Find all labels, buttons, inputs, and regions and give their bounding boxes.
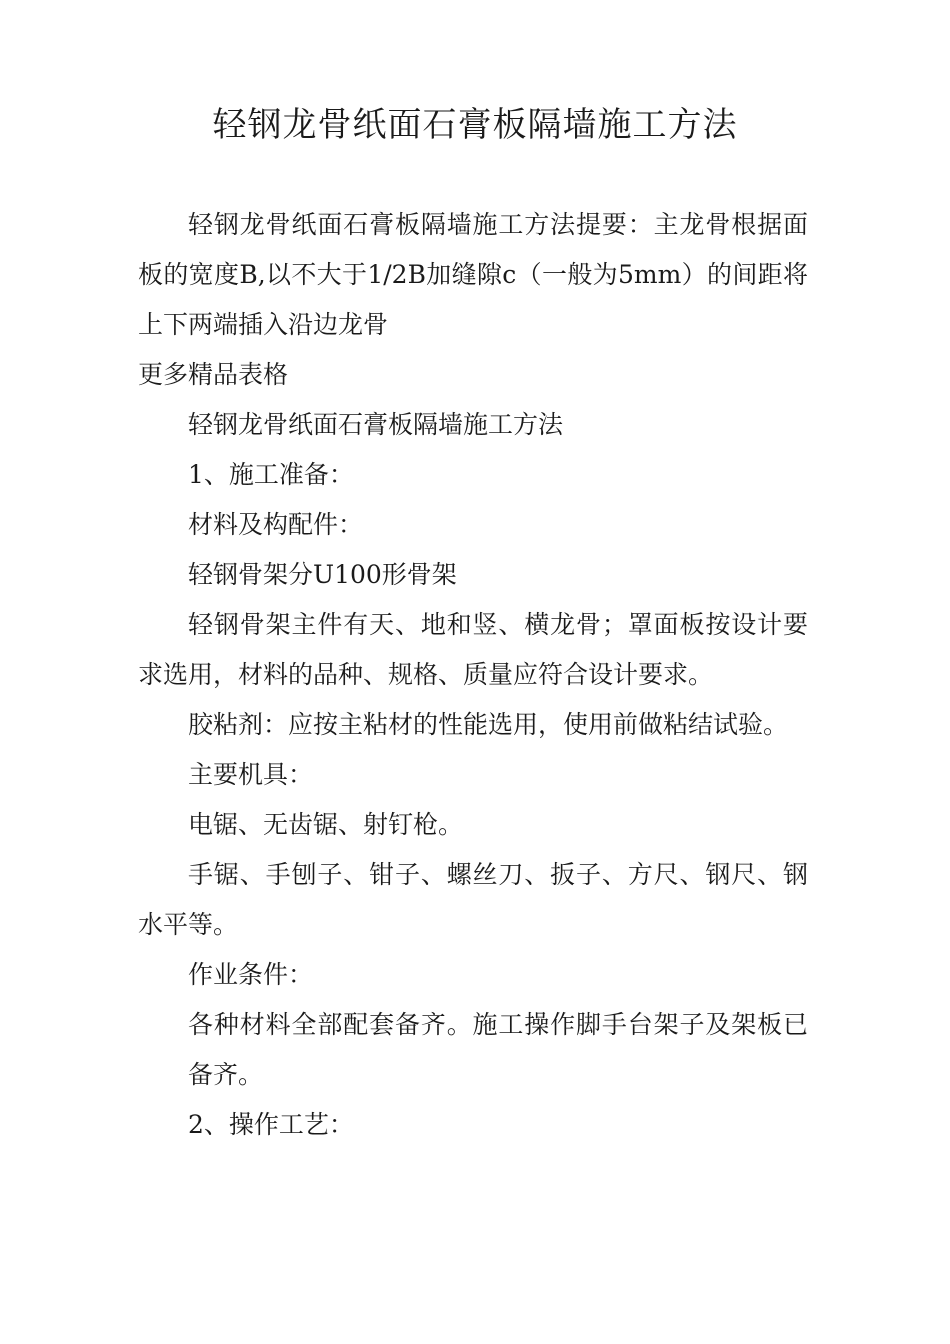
section-1-heading: 1、施工准备： xyxy=(188,460,354,489)
materials-heading: 材料及构配件： xyxy=(188,510,364,539)
summary-paragraph: 轻钢龙骨纸面石膏板隔墙施工方法提要：主龙骨根据面板的宽度B,以不大于1/2B加缝隙c（一般为5mm）的间距将上下两端插入沿边龙骨 xyxy=(138,210,808,339)
section-2-heading: 2、操作工艺： xyxy=(188,1110,354,1139)
conditions-heading: 作业条件： xyxy=(188,960,314,989)
hand-tools-paragraph: 手锯、手刨子、钳子、螺丝刀、扳子、方尺、钢尺、钢水平等。 xyxy=(138,860,808,939)
frame-parts-paragraph: 轻钢骨架主件有天、地和竖、横龙骨；罩面板按设计要求选用，材料的品种、规格、质量应符合设计要求。 xyxy=(138,610,808,689)
adhesive-paragraph: 胶粘剂：应按主粘材的性能选用，使用前做粘结试验。 xyxy=(188,710,789,739)
power-tools-line: 电锯、无齿锯、射钉枪。 xyxy=(188,810,464,839)
frame-type-line: 轻钢骨架分U100形骨架 xyxy=(188,560,457,589)
more-templates-line: 更多精品表格 xyxy=(138,360,289,389)
subtitle-line: 轻钢龙骨纸面石膏板隔墙施工方法 xyxy=(188,410,564,439)
tools-heading: 主要机具： xyxy=(188,760,314,789)
document-body xyxy=(138,200,808,1150)
document-title: 轻钢龙骨纸面石膏板隔墙施工方法 xyxy=(212,105,738,145)
conditions-paragraph: 各种材料全部配套备齐。施工操作脚手台架子及架板已备齐。 xyxy=(188,1010,808,1089)
